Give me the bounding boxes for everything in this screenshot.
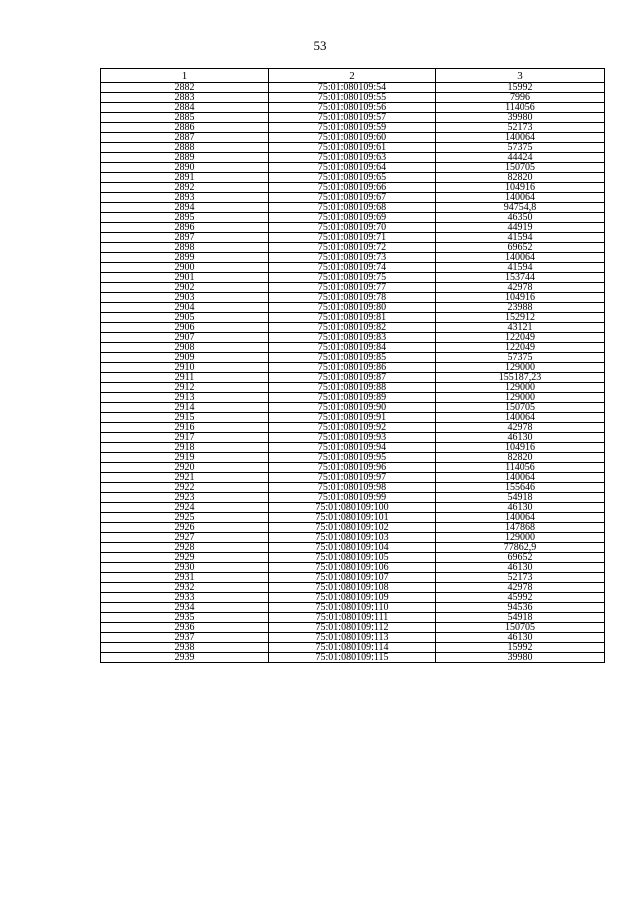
cadastral-number-cell: 75:01:080109:85 xyxy=(269,353,436,363)
table-row xyxy=(101,453,605,463)
value-cell: 39980 xyxy=(436,653,605,663)
cadastral-number-cell: 75:01:080109:111 xyxy=(269,613,436,623)
value-cell: 129000 xyxy=(436,383,605,393)
cadastral-number-cell: 75:01:080109:80 xyxy=(269,303,436,313)
cadastral-number-cell: 75:01:080109:113 xyxy=(269,633,436,643)
row-number-cell: 2886 xyxy=(101,123,269,133)
row-number-cell: 2939 xyxy=(101,653,269,663)
row-number-cell: 2914 xyxy=(101,403,269,413)
cadastral-number-cell: 75:01:080109:106 xyxy=(269,563,436,573)
row-number-cell: 2909 xyxy=(101,353,269,363)
value-cell: 45992 xyxy=(436,593,605,603)
table-row xyxy=(101,613,605,623)
cadastral-number-cell: 75:01:080109:98 xyxy=(269,483,436,493)
value-cell: 46130 xyxy=(436,503,605,513)
cadastral-number-cell: 75:01:080109:89 xyxy=(269,393,436,403)
row-number-cell: 2922 xyxy=(101,483,269,493)
table-row xyxy=(101,513,605,523)
row-number-cell: 2894 xyxy=(101,203,269,213)
row-number-cell: 2912 xyxy=(101,383,269,393)
table-row xyxy=(101,143,605,153)
value-cell: 69652 xyxy=(436,243,605,253)
cadastral-number-cell: 75:01:080109:92 xyxy=(269,423,436,433)
table-row xyxy=(101,593,605,603)
row-number-cell: 2937 xyxy=(101,633,269,643)
row-number-cell: 2889 xyxy=(101,153,269,163)
table-row xyxy=(101,323,605,333)
value-cell: 15992 xyxy=(436,643,605,653)
row-number-cell: 2888 xyxy=(101,143,269,153)
value-cell: 140064 xyxy=(436,413,605,423)
cadastral-number-cell: 75:01:080109:61 xyxy=(269,143,436,153)
cadastral-number-cell: 75:01:080109:103 xyxy=(269,533,436,543)
table-row xyxy=(101,463,605,473)
value-cell: 46350 xyxy=(436,213,605,223)
table-row xyxy=(101,493,605,503)
cadastral-number-cell: 75:01:080109:63 xyxy=(269,153,436,163)
row-number-cell: 2904 xyxy=(101,303,269,313)
cadastral-number-cell: 75:01:080109:108 xyxy=(269,583,436,593)
table-row xyxy=(101,643,605,653)
row-number-cell: 2924 xyxy=(101,503,269,513)
value-cell: 104916 xyxy=(436,443,605,453)
row-number-cell: 2883 xyxy=(101,93,269,103)
cadastral-number-cell: 75:01:080109:69 xyxy=(269,213,436,223)
column-header-3: 3 xyxy=(436,69,605,83)
value-cell: 114056 xyxy=(436,103,605,113)
value-cell: 104916 xyxy=(436,183,605,193)
table-row xyxy=(101,153,605,163)
row-number-cell: 2908 xyxy=(101,343,269,353)
row-number-cell: 2919 xyxy=(101,453,269,463)
column-header-2: 2 xyxy=(269,69,436,83)
cadastral-number-cell: 75:01:080109:72 xyxy=(269,243,436,253)
value-cell: 153744 xyxy=(436,273,605,283)
cadastral-number-cell: 75:01:080109:82 xyxy=(269,323,436,333)
row-number-cell: 2895 xyxy=(101,213,269,223)
cadastral-number-cell: 75:01:080109:54 xyxy=(269,83,436,93)
row-number-cell: 2906 xyxy=(101,323,269,333)
value-cell: 140064 xyxy=(436,133,605,143)
value-cell: 155646 xyxy=(436,483,605,493)
cadastral-number-cell: 75:01:080109:55 xyxy=(269,93,436,103)
cadastral-number-cell: 75:01:080109:73 xyxy=(269,253,436,263)
header-row xyxy=(101,69,605,83)
row-number-cell: 2917 xyxy=(101,433,269,443)
table-row xyxy=(101,203,605,213)
value-cell: 129000 xyxy=(436,363,605,373)
value-cell: 129000 xyxy=(436,533,605,543)
cadastral-number-cell: 75:01:080109:71 xyxy=(269,233,436,243)
value-cell: 155187,23 xyxy=(436,373,605,383)
cadastral-number-cell: 75:01:080109:75 xyxy=(269,273,436,283)
table-row xyxy=(101,533,605,543)
table-row xyxy=(101,383,605,393)
table-row xyxy=(101,133,605,143)
cadastral-number-cell: 75:01:080109:109 xyxy=(269,593,436,603)
cadastral-number-cell: 75:01:080109:104 xyxy=(269,543,436,553)
row-number-cell: 2911 xyxy=(101,373,269,383)
table-row xyxy=(101,163,605,173)
row-number-cell: 2907 xyxy=(101,333,269,343)
row-number-cell: 2901 xyxy=(101,273,269,283)
value-cell: 104916 xyxy=(436,293,605,303)
row-number-cell: 2910 xyxy=(101,363,269,373)
row-number-cell: 2885 xyxy=(101,113,269,123)
row-number-cell: 2930 xyxy=(101,563,269,573)
row-number-cell: 2932 xyxy=(101,583,269,593)
value-cell: 57375 xyxy=(436,353,605,363)
table-row xyxy=(101,363,605,373)
table-row xyxy=(101,553,605,563)
value-cell: 150705 xyxy=(436,403,605,413)
table-row xyxy=(101,303,605,313)
table-row xyxy=(101,343,605,353)
row-number-cell: 2913 xyxy=(101,393,269,403)
value-cell: 77862,9 xyxy=(436,543,605,553)
table-row xyxy=(101,483,605,493)
row-number-cell: 2900 xyxy=(101,263,269,273)
value-cell: 82820 xyxy=(436,453,605,463)
cadastral-number-cell: 75:01:080109:90 xyxy=(269,403,436,413)
cadastral-number-cell: 75:01:080109:81 xyxy=(269,313,436,323)
cadastral-number-cell: 75:01:080109:67 xyxy=(269,193,436,203)
cadastral-number-cell: 75:01:080109:114 xyxy=(269,643,436,653)
cadastral-number-cell: 75:01:080109:95 xyxy=(269,453,436,463)
cadastral-number-cell: 75:01:080109:87 xyxy=(269,373,436,383)
cadastral-number-cell: 75:01:080109:93 xyxy=(269,433,436,443)
table-row xyxy=(101,583,605,593)
value-cell: 122049 xyxy=(436,343,605,353)
value-cell: 150705 xyxy=(436,163,605,173)
row-number-cell: 2928 xyxy=(101,543,269,553)
row-number-cell: 2902 xyxy=(101,283,269,293)
value-cell: 54918 xyxy=(436,493,605,503)
value-cell: 122049 xyxy=(436,333,605,343)
table-header xyxy=(101,69,605,83)
value-cell: 94536 xyxy=(436,603,605,613)
cadastral-number-cell: 75:01:080109:78 xyxy=(269,293,436,303)
value-cell: 46130 xyxy=(436,563,605,573)
value-cell: 39980 xyxy=(436,113,605,123)
cadastral-number-cell: 75:01:080109:94 xyxy=(269,443,436,453)
value-cell: 44919 xyxy=(436,223,605,233)
cadastral-number-cell: 75:01:080109:96 xyxy=(269,463,436,473)
table-row xyxy=(101,253,605,263)
row-number-cell: 2927 xyxy=(101,533,269,543)
table-row xyxy=(101,183,605,193)
value-cell: 44424 xyxy=(436,153,605,163)
table-row xyxy=(101,83,605,93)
table-row xyxy=(101,633,605,643)
table-row xyxy=(101,353,605,363)
value-cell: 140064 xyxy=(436,473,605,483)
cadastral-number-cell: 75:01:080109:77 xyxy=(269,283,436,293)
cadastral-number-cell: 75:01:080109:100 xyxy=(269,503,436,513)
value-cell: 41594 xyxy=(436,263,605,273)
row-number-cell: 2896 xyxy=(101,223,269,233)
row-number-cell: 2915 xyxy=(101,413,269,423)
table-row xyxy=(101,283,605,293)
value-cell: 46130 xyxy=(436,633,605,643)
row-number-cell: 2921 xyxy=(101,473,269,483)
value-cell: 52173 xyxy=(436,573,605,583)
row-number-cell: 2903 xyxy=(101,293,269,303)
table-row xyxy=(101,173,605,183)
table-row xyxy=(101,433,605,443)
row-number-cell: 2891 xyxy=(101,173,269,183)
cadastral-number-cell: 75:01:080109:74 xyxy=(269,263,436,273)
value-cell: 57375 xyxy=(436,143,605,153)
cadastral-number-cell: 75:01:080109:66 xyxy=(269,183,436,193)
row-number-cell: 2890 xyxy=(101,163,269,173)
cadastral-number-cell: 75:01:080109:70 xyxy=(269,223,436,233)
value-cell: 15992 xyxy=(436,83,605,93)
row-number-cell: 2893 xyxy=(101,193,269,203)
value-cell: 94754,8 xyxy=(436,203,605,213)
value-cell: 140064 xyxy=(436,513,605,523)
value-cell: 140064 xyxy=(436,193,605,203)
row-number-cell: 2918 xyxy=(101,443,269,453)
cadastral-number-cell: 75:01:080109:65 xyxy=(269,173,436,183)
cadastral-number-cell: 75:01:080109:60 xyxy=(269,133,436,143)
cadastral-number-cell: 75:01:080109:59 xyxy=(269,123,436,133)
cadastral-number-cell: 75:01:080109:115 xyxy=(269,653,436,663)
table-row xyxy=(101,413,605,423)
cadastral-number-cell: 75:01:080109:110 xyxy=(269,603,436,613)
row-number-cell: 2892 xyxy=(101,183,269,193)
value-cell: 46130 xyxy=(436,433,605,443)
value-cell: 42978 xyxy=(436,423,605,433)
value-cell: 42978 xyxy=(436,283,605,293)
value-cell: 129000 xyxy=(436,393,605,403)
row-number-cell: 2938 xyxy=(101,643,269,653)
row-number-cell: 2925 xyxy=(101,513,269,523)
column-header-1: 1 xyxy=(101,69,269,83)
cadastral-number-cell: 75:01:080109:56 xyxy=(269,103,436,113)
table-row xyxy=(101,223,605,233)
table-row xyxy=(101,113,605,123)
row-number-cell: 2898 xyxy=(101,243,269,253)
table-row xyxy=(101,473,605,483)
value-cell: 152912 xyxy=(436,313,605,323)
table-row xyxy=(101,523,605,533)
cadastral-number-cell: 75:01:080109:84 xyxy=(269,343,436,353)
table-row xyxy=(101,293,605,303)
table-row xyxy=(101,573,605,583)
row-number-cell: 2920 xyxy=(101,463,269,473)
table-row xyxy=(101,93,605,103)
cadastral-number-cell: 75:01:080109:68 xyxy=(269,203,436,213)
table-row xyxy=(101,243,605,253)
row-number-cell: 2916 xyxy=(101,423,269,433)
row-number-cell: 2905 xyxy=(101,313,269,323)
cadastral-number-cell: 75:01:080109:105 xyxy=(269,553,436,563)
table-row xyxy=(101,543,605,553)
table-row xyxy=(101,393,605,403)
cadastral-number-cell: 75:01:080109:86 xyxy=(269,363,436,373)
row-number-cell: 2882 xyxy=(101,83,269,93)
value-cell: 52173 xyxy=(436,123,605,133)
value-cell: 140064 xyxy=(436,253,605,263)
table-row xyxy=(101,233,605,243)
table-row xyxy=(101,213,605,223)
value-cell: 7996 xyxy=(436,93,605,103)
table-row xyxy=(101,563,605,573)
value-cell: 147868 xyxy=(436,523,605,533)
value-cell: 69652 xyxy=(436,553,605,563)
cadastral-number-cell: 75:01:080109:64 xyxy=(269,163,436,173)
table-row xyxy=(101,103,605,113)
table-row xyxy=(101,263,605,273)
row-number-cell: 2884 xyxy=(101,103,269,113)
table-row xyxy=(101,193,605,203)
row-number-cell: 2929 xyxy=(101,553,269,563)
row-number-cell: 2935 xyxy=(101,613,269,623)
data-table xyxy=(100,68,605,663)
cadastral-number-cell: 75:01:080109:57 xyxy=(269,113,436,123)
cadastral-number-cell: 75:01:080109:88 xyxy=(269,383,436,393)
cadastral-number-cell: 75:01:080109:97 xyxy=(269,473,436,483)
row-number-cell: 2931 xyxy=(101,573,269,583)
value-cell: 54918 xyxy=(436,613,605,623)
row-number-cell: 2897 xyxy=(101,233,269,243)
cadastral-number-cell: 75:01:080109:107 xyxy=(269,573,436,583)
value-cell: 82820 xyxy=(436,173,605,183)
cadastral-number-cell: 75:01:080109:102 xyxy=(269,523,436,533)
table-row xyxy=(101,313,605,323)
cadastral-number-cell: 75:01:080109:91 xyxy=(269,413,436,423)
table-row xyxy=(101,423,605,433)
row-number-cell: 2887 xyxy=(101,133,269,143)
table-body xyxy=(101,83,605,663)
value-cell: 150705 xyxy=(436,623,605,633)
cadastral-number-cell: 75:01:080109:112 xyxy=(269,623,436,633)
table-row xyxy=(101,333,605,343)
cadastral-number-cell: 75:01:080109:83 xyxy=(269,333,436,343)
table-row xyxy=(101,503,605,513)
row-number-cell: 2926 xyxy=(101,523,269,533)
row-number-cell: 2934 xyxy=(101,603,269,613)
table-row xyxy=(101,623,605,633)
cadastral-number-cell: 75:01:080109:99 xyxy=(269,493,436,503)
table-row xyxy=(101,123,605,133)
value-cell: 41594 xyxy=(436,233,605,243)
cadastral-number-cell: 75:01:080109:101 xyxy=(269,513,436,523)
value-cell: 23988 xyxy=(436,303,605,313)
value-cell: 42978 xyxy=(436,583,605,593)
value-cell: 114056 xyxy=(436,463,605,473)
table-row xyxy=(101,653,605,663)
row-number-cell: 2923 xyxy=(101,493,269,503)
table-row xyxy=(101,373,605,383)
row-number-cell: 2933 xyxy=(101,593,269,603)
value-cell: 43121 xyxy=(436,323,605,333)
table-row xyxy=(101,403,605,413)
table-row xyxy=(101,603,605,613)
table-row xyxy=(101,443,605,453)
row-number-cell: 2899 xyxy=(101,253,269,263)
row-number-cell: 2936 xyxy=(101,623,269,633)
page-number: 53 xyxy=(313,38,327,53)
table-row xyxy=(101,273,605,283)
